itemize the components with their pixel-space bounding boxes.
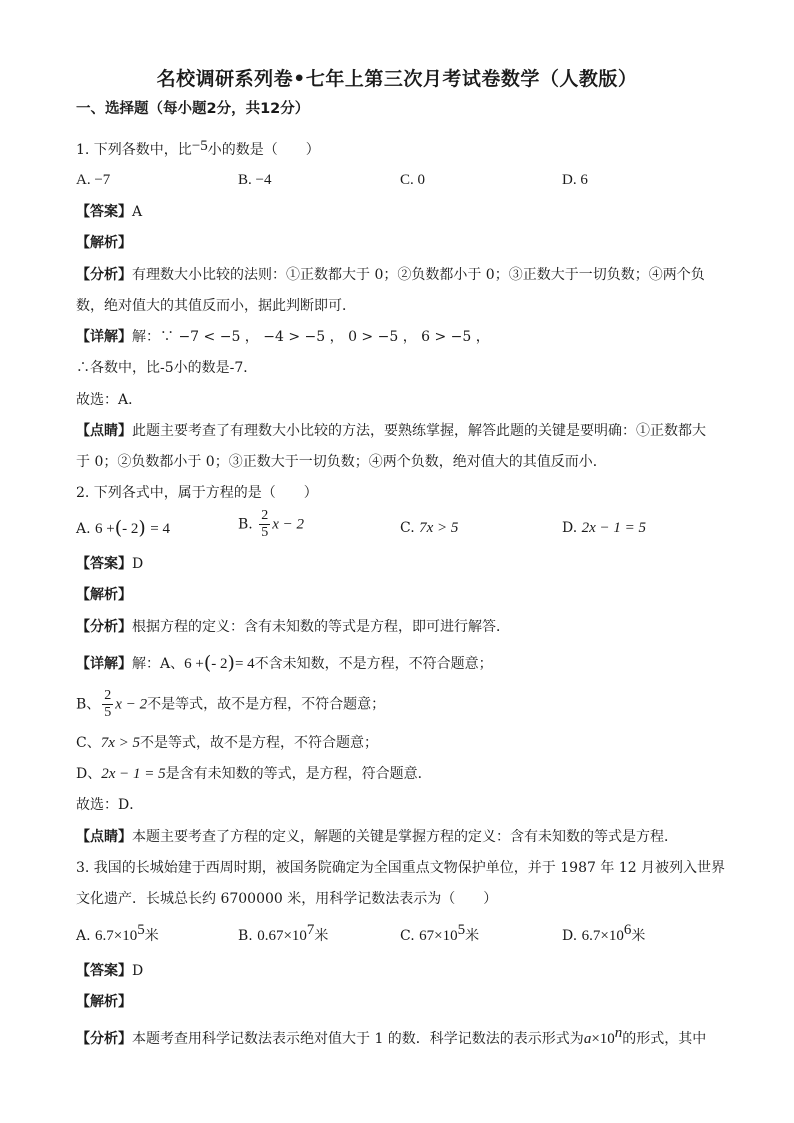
- q3-answer: 【答案】D: [76, 963, 144, 979]
- q2-option-b: B. $\frac{2}{5}$ x − 2: [238, 508, 304, 540]
- q1-stem: 1. 下列各数中，比−5小的数是（ ）: [76, 138, 320, 158]
- q1-option-d: D. 6: [562, 172, 588, 188]
- q2-analysis-label: 【解析】: [76, 587, 132, 603]
- q1-dianjing-line2: 于 0；②负数都小于 0；③正数大于一切负数；④两个负数，绝对值大的其值反而小．: [76, 454, 607, 470]
- q1-stem-number: −5: [191, 138, 208, 154]
- q2-option-d: D. 2x − 1 = 5: [562, 520, 647, 536]
- q2-stem: 2. 下列各式中，属于方程的是（ ）: [76, 485, 318, 501]
- q1-detail: 【详解】解：∵ −7 < −5 ， −4 > −5 ， 0 > −5 ， 6 > −5 ，: [76, 329, 490, 345]
- q2-option-b-fraction: $\frac{2}{5}$: [261, 508, 269, 540]
- q1-analysis-label: 【解析】: [76, 235, 132, 251]
- q3-option-c: C. $67\times 10^5$米: [400, 922, 480, 944]
- q3-stem-line2: 文化遗产．长城总长约 6700000 米，用科学记数法表示为（ ）: [76, 891, 498, 907]
- section-heading: 一、选择题（每小题2分，共12分）: [76, 101, 310, 117]
- q2-answer: 【答案】D: [76, 556, 144, 572]
- q1-option-b: B. −4: [238, 172, 272, 188]
- q3-analysis-label: 【解析】: [76, 994, 132, 1010]
- q1-conclusion: ∴各数中，比-5小的数是-7．: [76, 360, 258, 376]
- q2-detail-d: D、2x − 1 = 5是含有未知数的等式，是方程，符合题意．: [76, 766, 432, 782]
- q1-fenxi-line1: 【分析】有理数大小比较的法则：①正数都大于 0；②负数都小于 0；③正数大于一切负数；④两个负: [76, 267, 705, 283]
- q1-choose: 故选：A．: [76, 392, 143, 408]
- q2-detail: 【详解】解：A、6 +(- 2)= 4不含未知数，不是方程，不符合题意；: [76, 652, 493, 674]
- q2-option-a: A. 6 +(- 2) = 4: [76, 517, 170, 539]
- q3-fenxi: 【分析】本题考查用科学记数法表示绝对值大于 1 的数．科学记数法的表示形式为$a\times 10^n$的形式，其中: [76, 1025, 707, 1047]
- q2-detail-c: C、7x > 5不是等式，故不是方程，不符合题意；: [76, 735, 378, 751]
- q1-option-c: C. 0: [400, 172, 426, 188]
- q1-fenxi-line2: 数，绝对值大的其值反而小，据此判断即可．: [76, 298, 356, 314]
- q1-answer: 【答案】A: [76, 204, 143, 220]
- page-title: 名校调研系列卷•七年上第三次月考试卷数学（人教版）: [156, 68, 638, 90]
- q1-option-a: A. −7: [76, 172, 111, 188]
- q3-option-a: A. $6.7\times 10^5$米: [76, 922, 159, 944]
- q3-option-d: D. $6.7\times 10^6$米: [562, 922, 646, 944]
- q2-option-c: C. 7x > 5: [400, 520, 459, 536]
- q2-choose: 故选：D．: [76, 797, 144, 813]
- q1-dianjing-line1: 【点睛】此题主要考查了有理数大小比较的方法，要熟练掌握，解答此题的关键是要明确：①正数都大: [76, 423, 706, 439]
- q3-stem-line1: 3. 我国的长城始建于西周时期，被国务院确定为全国重点文物保护单位，并于 1987 年 12 月被列入世界: [76, 860, 726, 876]
- q3-option-b: B. $0.67\times 10^7$米: [238, 922, 329, 944]
- q2-dianjing: 【点睛】本题主要考查了方程的定义，解题的关键是掌握方程的定义：含有未知数的等式是方程．: [76, 829, 678, 845]
- q2-detail-b: B、 $\frac{2}{5}$ x − 2不是等式，故不是方程，不符合题意；: [76, 688, 386, 720]
- q2-fenxi: 【分析】根据方程的定义：含有未知数的等式是方程，即可进行解答．: [76, 619, 510, 635]
